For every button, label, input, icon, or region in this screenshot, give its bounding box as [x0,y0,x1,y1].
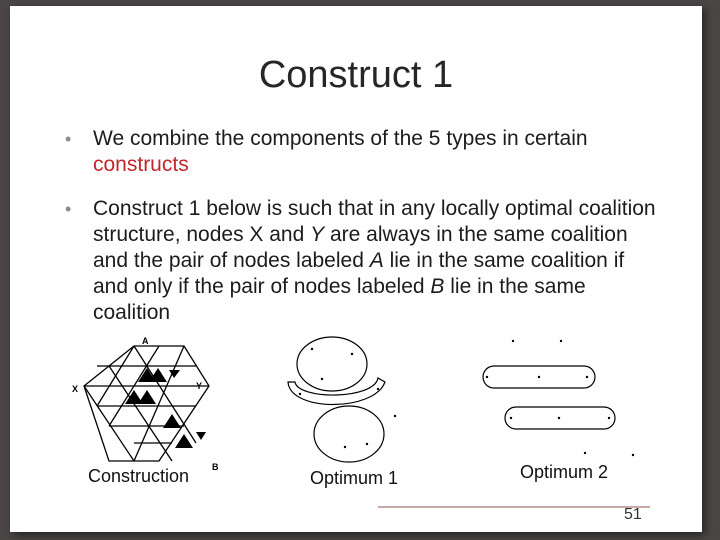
construction-diagram [72,336,232,471]
label-x: X [72,384,79,394]
optimum-1-diagram [282,334,412,469]
bullet-list [65,126,665,344]
bullet-1-text: We combine the components of the 5 types in certain [93,127,588,150]
bullet-item-2 [65,196,665,326]
footer-divider [378,506,650,508]
caption-construction: Construction [88,466,190,486]
bullet-2-text-part1: Construct 1 below is such that in any locally optimal coalition structure, nodes X and [93,197,656,246]
bullet-item-1 [65,126,665,178]
label-b: B [212,462,219,471]
label-y: Y [196,381,203,391]
label-a: A [142,336,149,346]
node-a-italic: A [369,249,384,272]
node-b-italic: B [430,275,445,298]
bullet-2-text-part2: are always in the same coalition and the pair of nodes labeled [93,223,628,272]
bullet-2-text-part3: lie in the same coalition if and only if the pair of nodes labeled [93,249,625,298]
caption-optimum-2: Optimum 2 [520,462,609,482]
slide-title: Construct 1 [258,54,454,96]
optimum-2-diagram [475,331,655,466]
coalition-bottom-ellipse [314,406,384,462]
caption-optimum-1: Optimum 1 [310,468,399,488]
constructs-highlight: constructs [93,153,189,176]
coalition-top-ellipse [297,337,367,391]
slide [10,6,702,532]
node-y-italic: Y [310,223,325,246]
page-number: 51 [624,506,642,523]
bullet-2-text-part4: lie in the same coalition [93,275,586,324]
